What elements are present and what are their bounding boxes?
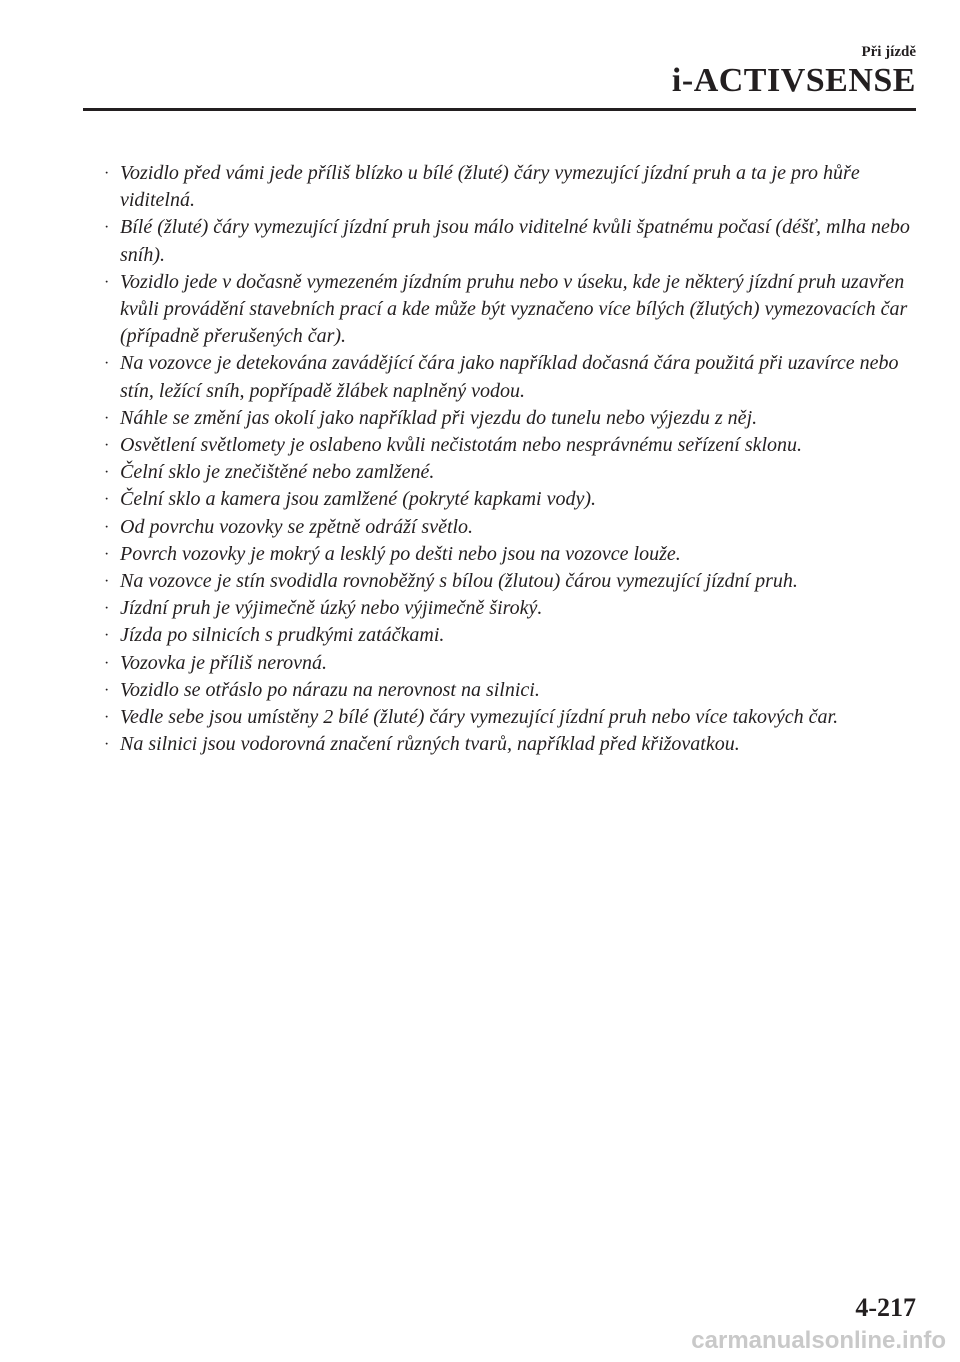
bullet-icon: · (104, 273, 110, 291)
list-item-text: Na vozovce je stín svodidla rovnoběžný s bílou (žlutou) čárou vymezující jízdní pruh. (120, 570, 798, 593)
list-item-text: Osvětlení světlomety je oslabeno kvůli nečistotám nebo nesprávnému seřízení sklonu. (120, 434, 803, 457)
list-item-text: Od povrchu vozovky se zpětně odráží světlo. (120, 515, 474, 538)
bullet-icon: · (104, 518, 110, 536)
list-item (104, 160, 919, 214)
list-item (104, 350, 919, 404)
list-item (104, 677, 919, 704)
watermark: carmanualsonline.info (691, 1327, 946, 1354)
bullet-icon: · (104, 709, 110, 727)
list-item (104, 622, 919, 649)
list-item-text: Vozidlo před vámi jede příliš blízko u bílé (žluté) čáry vymezující jízdní pruh a ta je pro hůře viditelná. (120, 162, 860, 212)
bullet-icon: · (104, 627, 110, 645)
list-item (104, 269, 919, 351)
bullet-icon: · (104, 437, 110, 455)
list-item (104, 514, 919, 541)
bullet-icon: · (104, 600, 110, 618)
bullet-icon: · (104, 219, 110, 237)
bullet-icon: · (104, 736, 110, 754)
conditions-list (104, 160, 919, 758)
list-item (104, 432, 919, 459)
section-label: Při jízdě (861, 44, 916, 60)
list-item (104, 486, 919, 513)
list-item (104, 459, 919, 486)
list-item-text: Vedle sebe jsou umístěny 2 bílé (žluté) čáry vymezující jízdní pruh nebo více takových čar. (120, 706, 839, 729)
list-item (104, 704, 919, 731)
bullet-icon: · (104, 681, 110, 699)
bullet-icon: · (104, 573, 110, 591)
bullet-icon: · (104, 491, 110, 509)
list-item-text: Bílé (žluté) čáry vymezující jízdní pruh jsou málo viditelné kvůli špatnému počasí (déšť, mlha nebo sníh). (120, 216, 910, 266)
list-item (104, 731, 919, 758)
page-number: 4-217 (855, 1293, 916, 1322)
bullet-icon: · (104, 165, 110, 182)
list-item-text: Vozovka je příliš nerovná. (120, 651, 328, 674)
chapter-title: i-ACTIVSENSE (671, 62, 916, 99)
list-item-text: Náhle se změní jas okolí jako například při vjezdu do tunelu nebo výjezdu z něj. (120, 406, 758, 429)
list-item (104, 405, 919, 432)
list-item (104, 595, 919, 622)
list-item (104, 214, 919, 268)
bullet-icon: · (104, 409, 110, 427)
list-item-text: Vozidlo jede v dočasně vymezeném jízdním pruhu nebo v úseku, kde je některý jízdní pruh uzavřen kvůli provádění stavebních prací a kde může být vyznačeno více bílých (žlutých) vymezovacích čar (případně přerušených čar). (120, 270, 908, 348)
list-item (104, 568, 919, 595)
list-item-text: Na vozovce je detekována zavádějící čára jako například dočasná čára použitá při uzavírce nebo stín, ležící sníh, popřípadě žlábek naplněný vodou. (120, 352, 899, 402)
bullet-icon: · (104, 464, 110, 482)
bullet-icon: · (104, 355, 110, 373)
list-item-text: Vozidlo se otřáslo po nárazu na nerovnost na silnici. (120, 678, 540, 701)
bullet-icon: · (104, 545, 110, 563)
list-item-text: Čelní sklo je znečištěné nebo zamlžené. (120, 461, 435, 484)
list-item-text: Čelní sklo a kamera jsou zamlžené (pokryté kapkami vody). (120, 488, 596, 511)
list-item-text: Na silnici jsou vodorovná značení různých tvarů, například před křižovatkou. (120, 733, 740, 756)
list-item (104, 650, 919, 677)
bullet-icon: · (104, 654, 110, 672)
list-item (104, 541, 919, 568)
header-divider (83, 108, 916, 111)
list-item-text: Jízdní pruh je výjimečně úzký nebo výjimečně široký. (120, 597, 543, 620)
list-item-text: Povrch vozovky je mokrý a lesklý po dešti nebo jsou na vozovce louže. (120, 542, 681, 565)
list-item-text: Jízda po silnicích s prudkými zatáčkami. (120, 624, 445, 647)
